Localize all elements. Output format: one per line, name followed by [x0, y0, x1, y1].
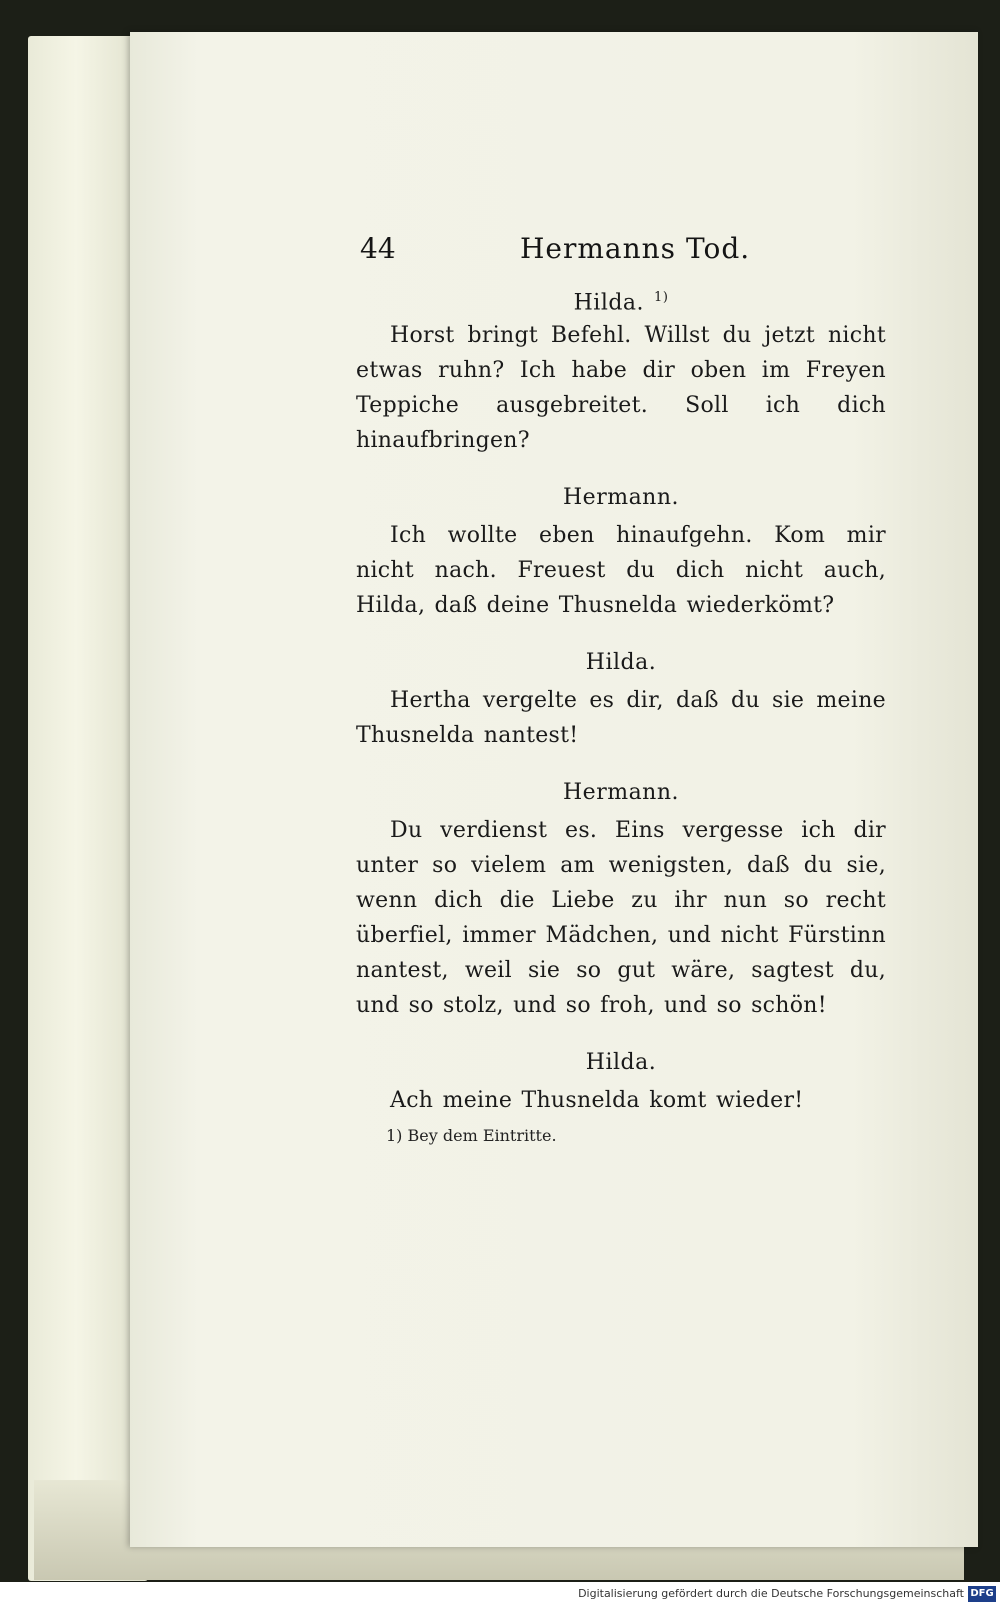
speaker-name	[356, 278, 886, 318]
dialogue-paragraph: Ich wollte eben hinaufgehn. Kom mir nicht nach. Freuest du dich nicht auch, Hilda, daß deine Thusnelda wiederkömt?	[356, 523, 886, 618]
speaker-name: Hilda.	[585, 650, 657, 675]
dialogue-paragraph: Hertha vergelte es dir, daß du sie meine Thusnelda nantest!	[356, 688, 886, 748]
play-text	[356, 278, 886, 1138]
speaker-label: Hilda.	[573, 290, 645, 316]
speaker-name: Hilda.	[585, 1050, 657, 1075]
page-number: 44	[360, 232, 396, 265]
speaker-name: Hermann.	[562, 780, 680, 805]
speaker-name: Hermann.	[562, 485, 680, 510]
digitization-footer	[0, 1582, 1000, 1608]
dialogue-paragraph: Horst bringt Befehl. Willst du jetzt nicht etwas ruhn? Ich habe dir oben im Freyen Teppiche ausgebreitet. Soll ich dich hinaufbringen?	[356, 323, 886, 453]
running-title: Hermanns Tod.	[520, 232, 751, 265]
funding-credit: Digitalisierung gefördert durch die Deutsche Forschungsgemeinschaft	[578, 1587, 964, 1600]
footnote-marker: 1)	[654, 290, 669, 305]
dialogue-paragraph: Du verdienst es. Eins vergesse ich dir unter so vielem am wenigsten, daß du sie, wenn dich die Liebe zu ihr nun so recht überfiel, immer Mädchen, und nicht Fürstinn nantest, weil sie so gut wäre, sagtest du, und so stolz, und so froh, und so schön!	[356, 818, 886, 1018]
page-header	[360, 232, 880, 272]
dialogue-paragraph: Ach meine Thusnelda komt wieder!	[390, 1088, 804, 1113]
dfg-logo-icon: DFG	[968, 1586, 996, 1602]
footnote: 1) Bey dem Eintritte.	[386, 1126, 557, 1145]
